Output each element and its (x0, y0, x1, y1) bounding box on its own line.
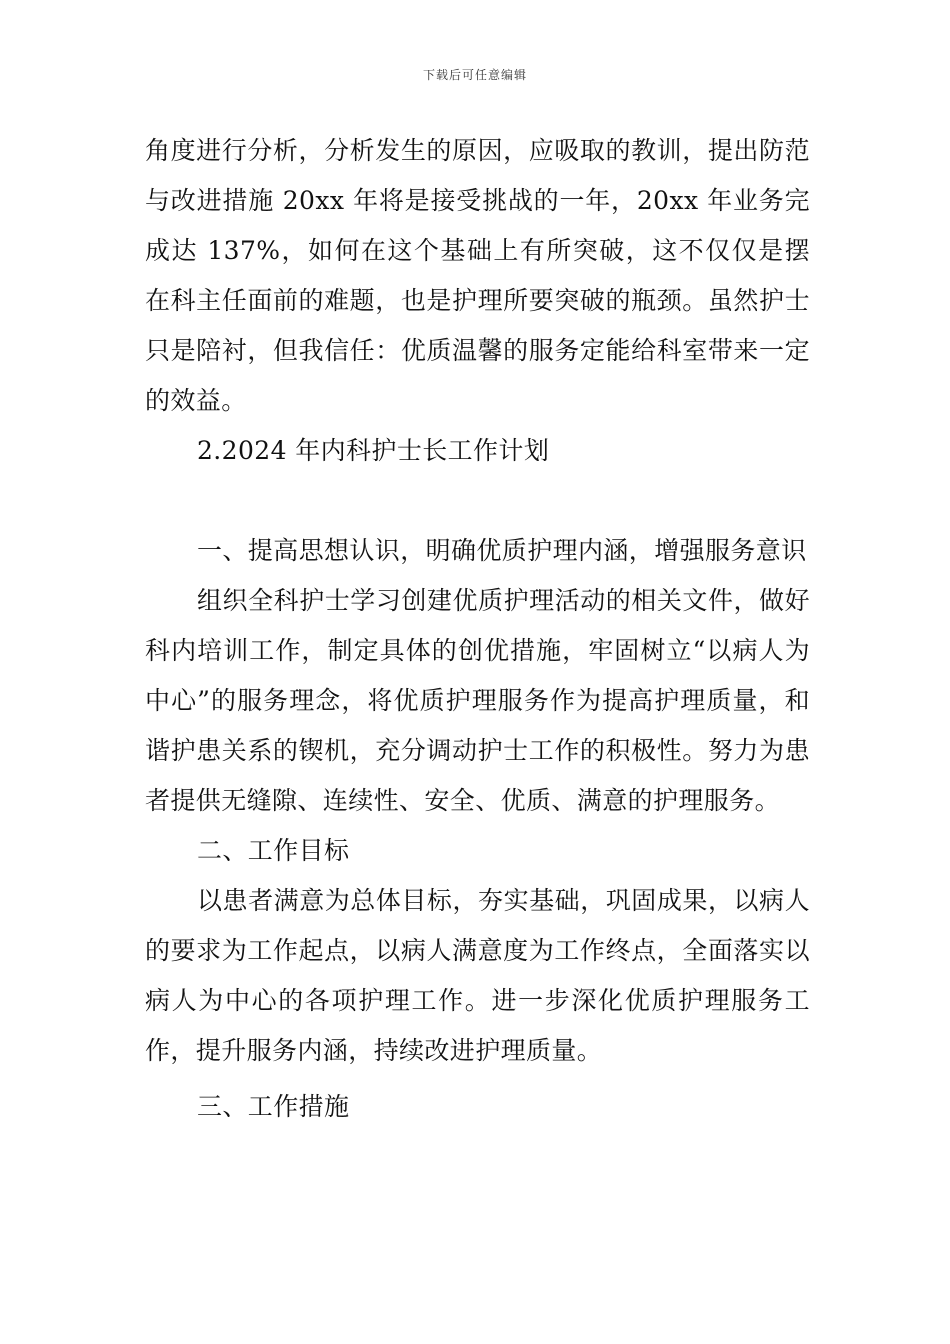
document-body (145, 126, 810, 1132)
paragraph-continued: 角度进行分析，分析发生的原因，应吸取的教训，提出防范与改进措施 20xx 年将是接受挑战的一年，20xx 年业务完成达 137%，如何在这个基础上有所突破，这不仅仅是摆在科主任面前的难题，也是护理所要突破的瓶颈。虽然护士只是陪衬，但我信任：优质温馨的服务定能给科室带来一定的效益。 (145, 136, 810, 415)
section-1-body: 组织全科护士学习创建优质护理活动的相关文件，做好科内培训工作，制定具体的创优措施，牢固树立“以病人为中心”的服务理念，将优质护理服务作为提高护理质量，和谐护患关系的锲机，充分调动护士工作的积极性。努力为患者提供无缝隙、连续性、安全、优质、满意的护理服务。 (145, 586, 810, 815)
document-title: 2.2024 年内科护士长工作计划 (197, 436, 550, 465)
section-2-heading: 二、工作目标 (197, 836, 350, 865)
header-note: 下载后可任意编辑 (422, 68, 527, 82)
section-2-body: 以患者满意为总体目标，夯实基础，巩固成果，以病人的要求为工作起点，以病人满意度为工作终点，全面落实以病人为中心的各项护理工作。进一步深化优质护理服务工作，提升服务内涵，持续改进护理质量。 (145, 886, 810, 1065)
section-1-heading: 一、提高思想认识，明确优质护理内涵，增强服务意识 (197, 536, 807, 565)
section-3-heading: 三、工作措施 (197, 1092, 350, 1121)
spacer (145, 476, 810, 526)
